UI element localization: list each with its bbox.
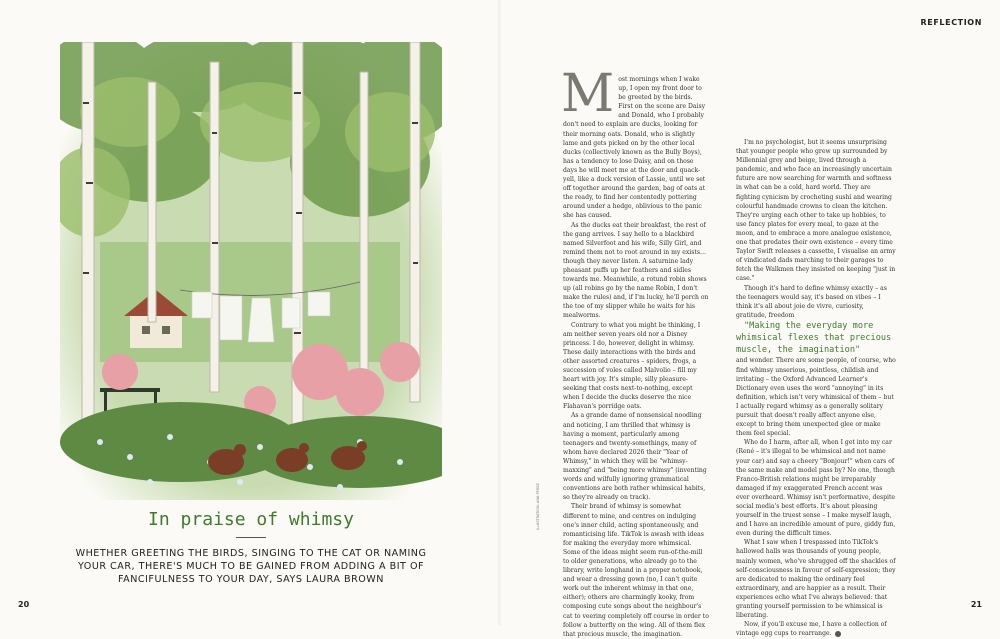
- pull-quote: "Making the everyday more whimsical flexes that precious muscle, the imagination": [736, 320, 892, 356]
- article-paragraph: As the ducks eat their breakfast, the rest of the gang arrives. I say hello to a blackbird named Silverfoot and his wife, Silly Girl, and remind them not to root around in my exists… though they never listen. A saturnine lady pheasant puffs up her feathers and sidles towards me. Meanwhile, a rotund robin shows up (all robins go by the name Robin, I don't make the rules) and, if I'm lucky, he'll perch on the toe of my slipper while he waits for his mealworms.: [563, 221, 709, 320]
- illustration-whimsical-garden: [60, 42, 442, 500]
- article-paragraph: [561, 64, 709, 221]
- article-paragraph: What I saw when I trespassed into TikTok's hallowed halls was thousands of young people, mainly women, who've shrugged off the shackles of self-consciousness in favour of self-expression; they are dedicated to making the ordinary feel extraordinary, and are happier as a result. Their experiences echo what I've always believed: that granting yourself permission to be whimsical is liberating.: [736, 539, 896, 620]
- headline: In praise of whimsy: [148, 509, 354, 530]
- article-paragraph: As a grande dame of nonsensical noodling and noticing, I am thrilled that whimsy is having a moment, particularly among teenagers and twenty-somethings, many of whom have declared 2026 their "Year of Whimsy," in which they will be "whimsy-maxxing" and "being more whimsy" (inventing words and wilfully ignoring grammatical conventions are both rather whimsical habits, so they're already on track).: [563, 412, 707, 502]
- article-paragraph: [736, 620, 896, 638]
- article-column-1: [561, 64, 709, 639]
- article-column-2: [736, 138, 896, 638]
- article-paragraph: Though it's hard to define whimsy exactly – as the teenagers would say, it's based on vibes – I think it's all about joie de vivre, curiosity, gratitude, freedom: [736, 284, 887, 319]
- article-paragraph: Their brand of whimsy is somewhat different to mine, and centres on indulging one's inner child, acting spontaneously, and romanticising life. TikTok is awash with ideas for making the everyday more whimsical. Some of the ideas might seem run-of-the-mill to older generations, who already go to the library, write longhand in a proper notebook, and wear a dressing gown (no, I can't quite work out the inherent whimsy in that one, either); others are charmingly kooky, from composing cute songs about the neighbour's cat to veering completely off course in order to follow a butterfly on the wing. All of them flex that precious muscle, the imagination.: [563, 503, 709, 638]
- standfirst: WHETHER GREETING THE BIRDS, SINGING TO THE CAT OR NAMING YOUR CAR, THERE'S MUCH TO BE GAINED FROM ADDING A BIT OF FANCIFULNESS TO YOUR DAY, SAYS LAURA BROWN: [75, 548, 427, 586]
- page-number-left: 20: [18, 600, 30, 609]
- section-label: REFLECTION: [920, 18, 982, 27]
- article-closing-text: Now, if you'll excuse me, I have a collection of vintage egg cups to rearrange.: [736, 621, 887, 638]
- drop-cap: M: [561, 64, 615, 124]
- article-paragraph-text: ost mornings when I wake up, I open my front door to be greeted by the birds. First on the scene are Daisy and Donald, who I probably don't need to explain are ducks, looking for their morning oats. Donald, who is slightly lame and gets picked on by the other local ducks (collectively known as the Bully Boys), has a tendency to lose Daisy, and on those days he will meet me at the door and quack-yell, like a duck version of Lassie, until we set off together around the garden, bag of oats at the ready, to find her contentedly pottering around under a hedge, oblivious to the panic she has caused.: [563, 76, 706, 220]
- article-paragraph: Contrary to what you might be thinking, I am neither seven years old nor a Disney princess. I do, however, delight in whimsy. These daily interactions with the birds and other assorted creatures – spiders, frogs, a succession of voles called Malvolio – fill my heart with joy. It's simple, silly pleasure-seeking that costs next-to-nothing, except when I decide the ducks deserve the nice Flahavan's porridge oats.: [563, 321, 701, 411]
- page-number-right: 21: [970, 600, 982, 609]
- headline-rule: [236, 537, 266, 538]
- illustration-credit: ILLUSTRATION: ANA PEREZ: [536, 483, 540, 530]
- article-paragraph: and wonder. There are some people, of course, who find whimsy unserious, pointless, childish and irritating – the Oxford Advanced Learner's Dictionary even uses the word "annoying" in its definition, which isn't very whimsical of them – but I actually regard whimsy as a generally solitary pursuit that doesn't really affect anyone else, except to bring them unexpected glee or make them feel special.: [736, 357, 896, 438]
- page-gutter: [498, 0, 502, 625]
- end-mark-icon: [835, 631, 841, 637]
- article-paragraph: Who do I harm, after all, when I get into my car (René – it's illegal to be whimsical and not name your car) and say a cheery "Bonjour!" when cars of the same make and model pass by? No one, though Franco-British relations might be irreparably damaged if my exaggerated French accent was ever overheard. Whimsy isn't performative, despite social media's best efforts. It's about pleasing yourself in the truest sense – I make myself laugh, and I have an incredible amount of pure, giddy fun, even during the difficult times.: [736, 439, 896, 538]
- article-paragraph: I'm no psychologist, but it seems unsurprising that younger people who grew up surrounded by Millennial grey and beige, lived through a pandemic, and who face an increasingly uncertain future are now searching for warmth and softness in what can be a cold, hard world. They are fighting cynicism by crocheting sushi and wearing colourful handmade crowns to clean the kitchen. They're urging each other to take up hobbies, to use fancy plates for every meal, to gaze at the moon, and to embrace a more analogue existence, one that predates their own existence – every time Taylor Swift releases a cassette, I visualise an army of vindicated dads marching to their garages to fetch the Walkmen they insisted on keeping "just in case.": [736, 139, 896, 283]
